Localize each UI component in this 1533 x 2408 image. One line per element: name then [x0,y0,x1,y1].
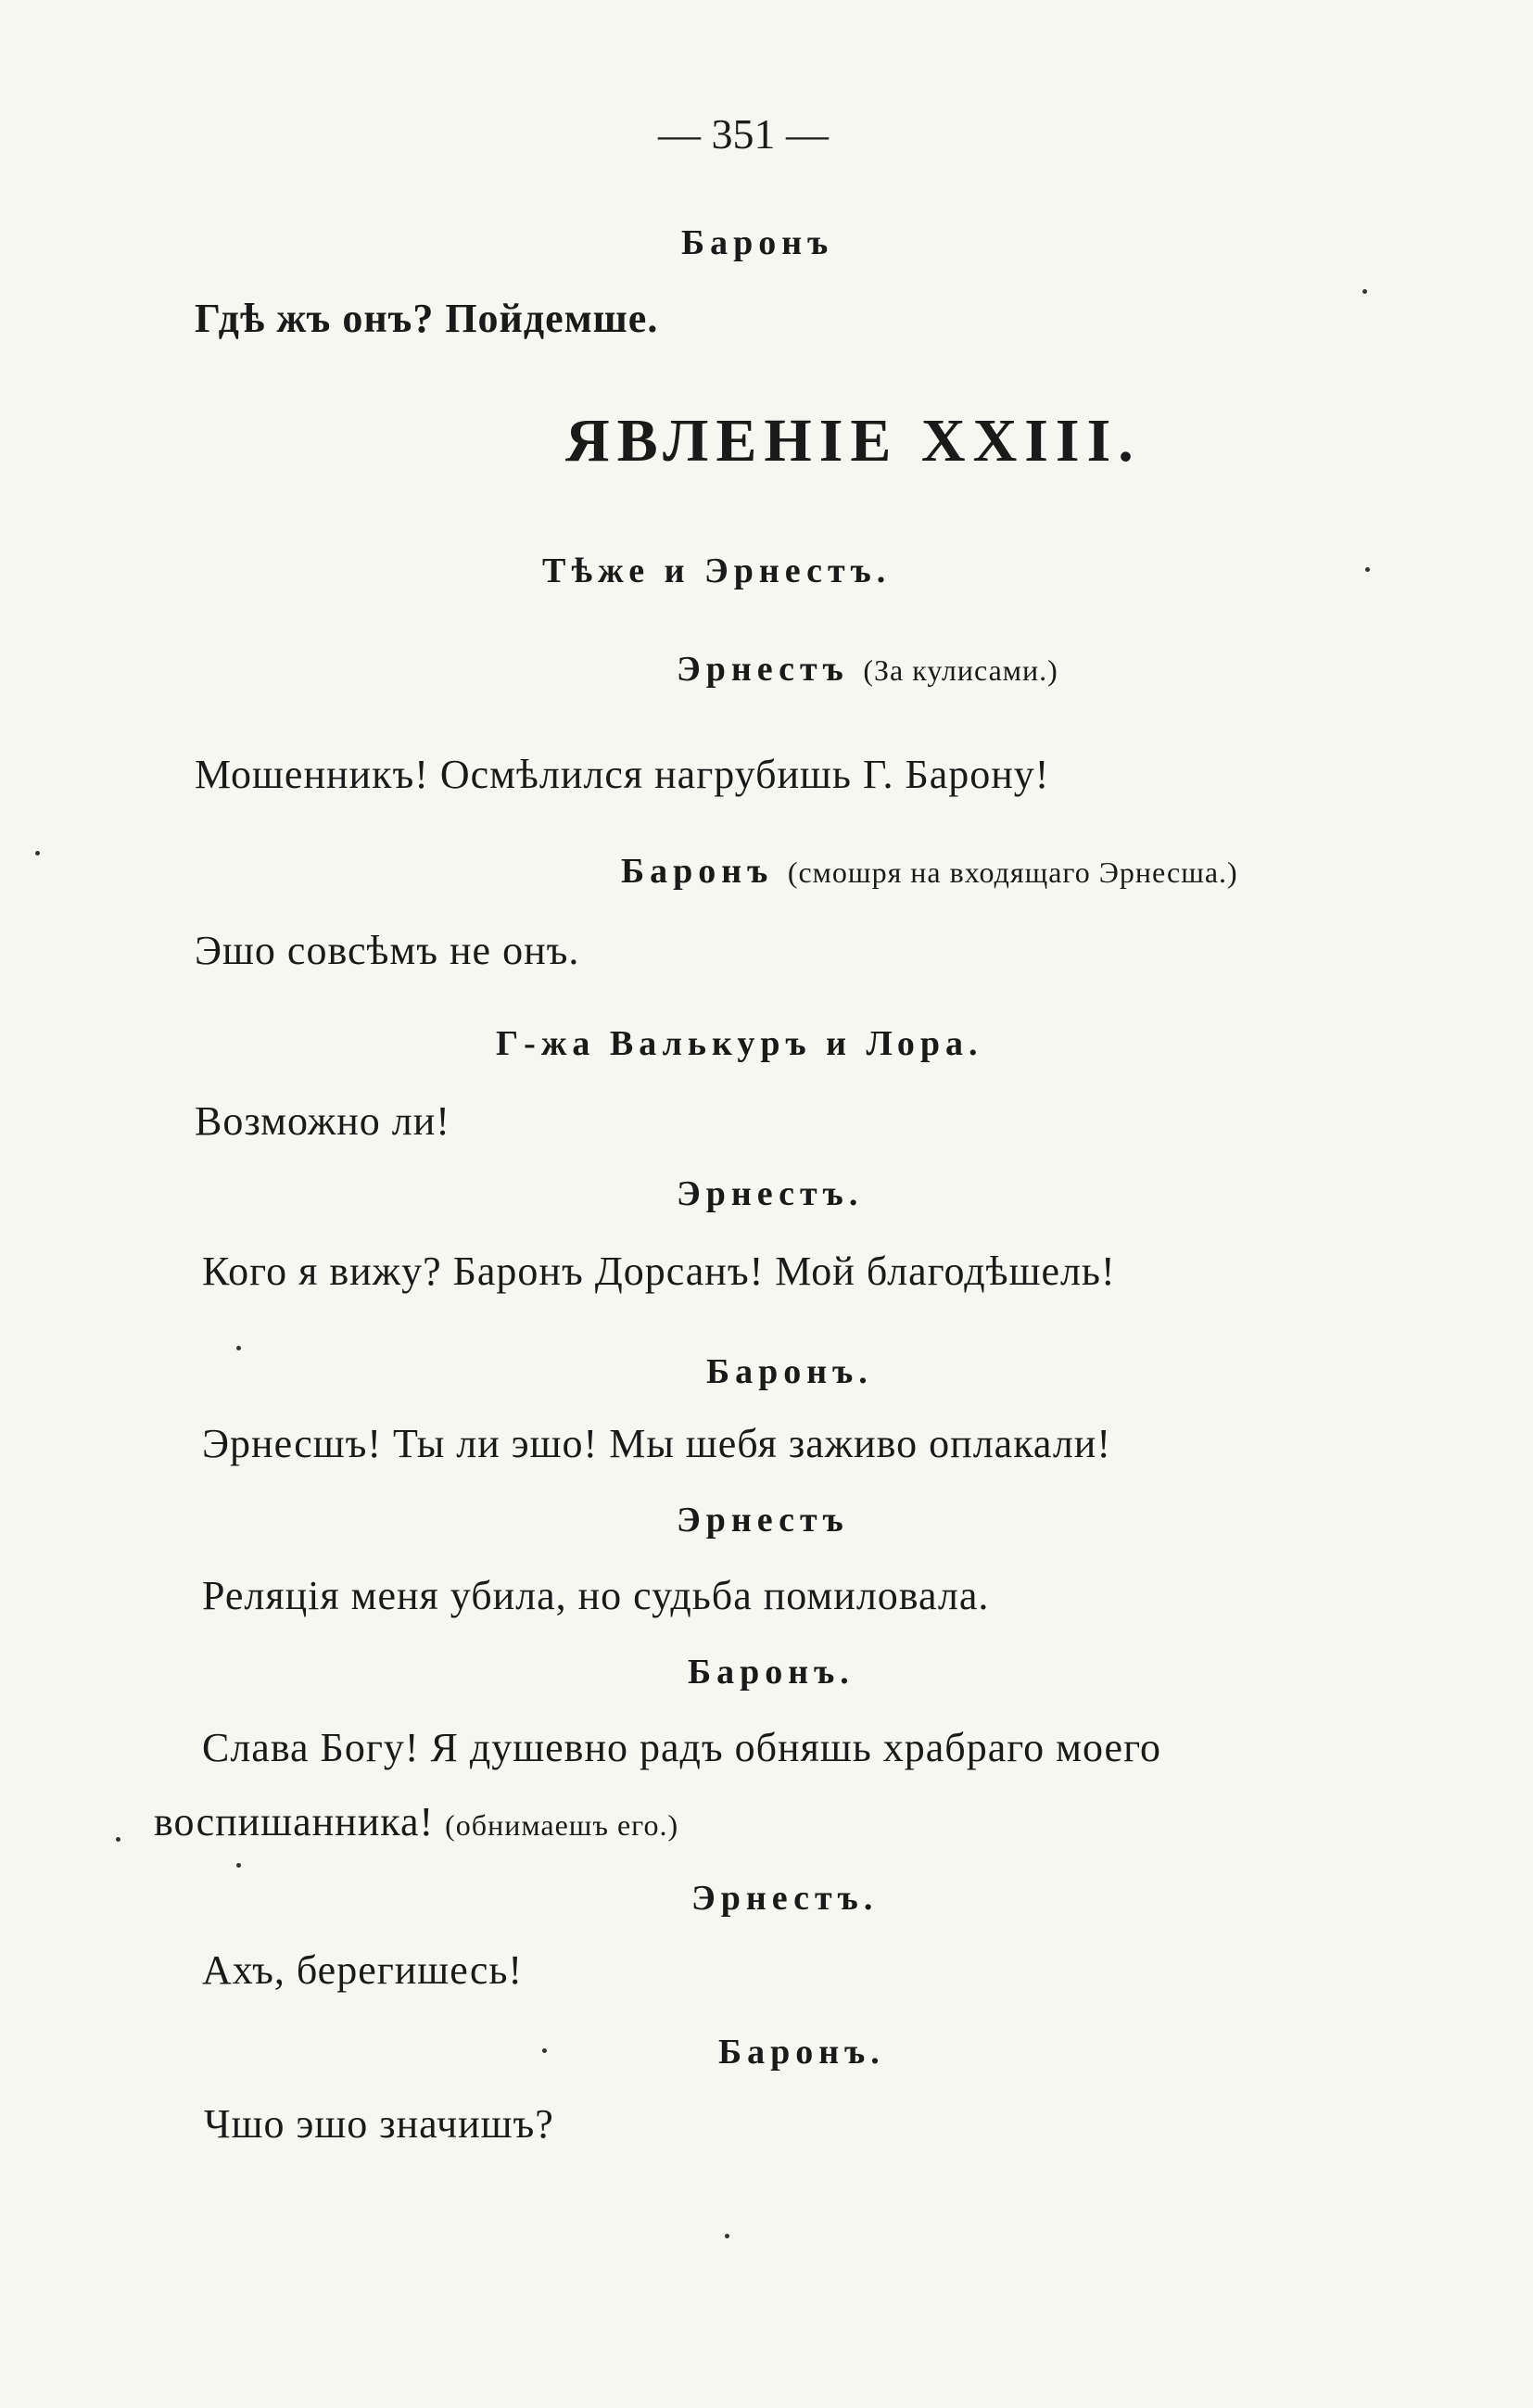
speech-line [195,1097,450,1145]
speaker-label: Баронъ. [688,1653,855,1692]
stage-direction: (За кулисами.) [863,653,1058,687]
speaker-ernest [677,1173,863,1214]
speech-line [202,1724,1161,1771]
speech-line [195,751,1049,798]
speaker-label: Баронъ. [718,2033,885,2072]
speech-text: Эрнесшъ! Ты ли эшо! Мы шебя заживо оплакали! [202,1421,1111,1466]
speaker-label: Эрнестъ. [677,1174,864,1213]
speech-line [204,2100,554,2148]
speaker-baron [688,1652,855,1692]
speaker-baron [681,222,833,263]
speaker-baron [621,851,1238,892]
paper-speck [1365,567,1370,572]
speech-text: Чшо эшо значишъ? [204,2101,554,2147]
speaker-label: Эрнестъ [677,650,849,689]
speaker-ernest [677,1500,849,1540]
speech-line [202,1248,1116,1295]
speaker-label: Баронъ. [706,1352,873,1391]
speaker-label: Эрнестъ [677,1501,849,1540]
page-number: — 351 — [658,110,829,158]
speech-text: Слава Богу! Я душевно радъ обняшь храбраго моего [202,1725,1162,1770]
speech-line [195,295,658,342]
speech-text: Возможно ли! [195,1098,450,1144]
scene-heading [565,406,1141,476]
speaker-label: Баронъ [681,223,834,262]
paper-speck [542,2048,547,2053]
speech-line [202,1572,989,1619]
characters-text: Тѣже и Эрнестъ. [542,551,892,590]
speech-text: Мошенникъ! Осмѣлился нагрубишь Г. Барону! [195,752,1050,797]
speech-text: Эшо совсѣмъ не онъ. [195,928,580,973]
speaker-label: Г-жа Валькуръ и Лора. [496,1024,983,1063]
stage-direction: (смошря на входящаго Эрнесша.) [787,855,1238,889]
paper-speck [35,851,40,855]
speaker-label: Эрнестъ. [691,1879,879,1918]
speech-text: Ахъ, берегишесь! [202,1947,524,1993]
speaker-baron [706,1351,873,1392]
speaker-baron [718,2032,885,2072]
stage-direction: (обнимаешъ его.) [445,1808,679,1842]
paper-speck [725,2234,729,2238]
paper-speck [236,1346,241,1350]
speech-line [154,1798,678,1845]
speaker-walkur-lora [496,1023,983,1064]
speech-text: воспишанника! [154,1799,435,1844]
paper-speck [236,1863,241,1868]
speech-text: Реляція меня убила, но судьба помиловала. [202,1573,990,1618]
paper-speck [116,1837,120,1842]
speaker-ernest [677,649,1058,690]
speaker-ernest [691,1878,878,1919]
speech-line [202,1420,1111,1467]
speaker-label: Баронъ [621,852,774,891]
speech-line [195,927,579,974]
speech-text: Кого я вижу? Баронъ Дорсанъ! Мой благодѣшель! [202,1248,1116,1294]
speech-text: Гдѣ жъ онъ? Пойдемше. [195,296,659,341]
speech-line [202,1946,523,1994]
paper-speck [1362,289,1367,294]
scene-title: ЯВЛЕНІЕ XXIII. [565,407,1141,475]
scene-characters [542,551,891,591]
